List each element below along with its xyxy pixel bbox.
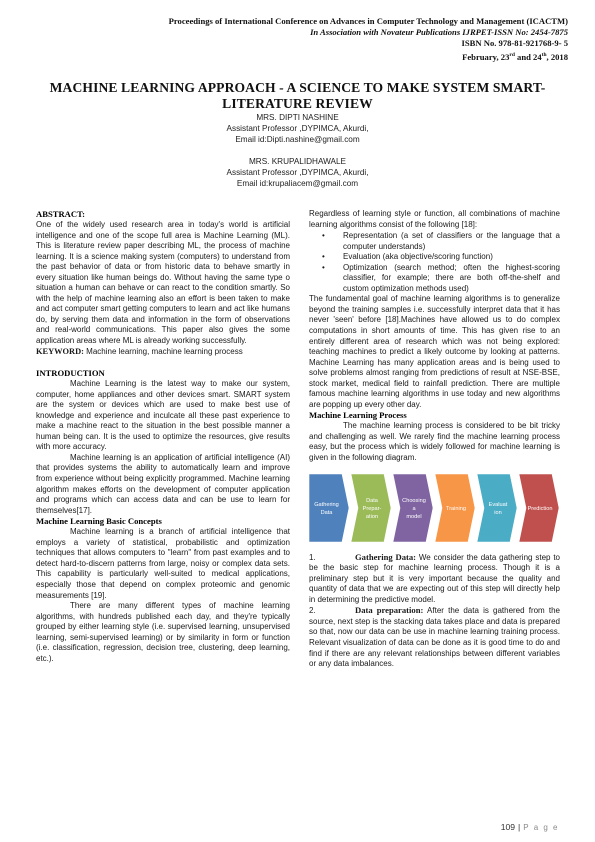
conference-name: Proceedings of International Conference on Advances in Computer Technology and Management (ICACTM): [168, 16, 568, 26]
process-step: [351, 474, 391, 542]
components-list: [309, 231, 560, 294]
page-word: P a g e: [523, 823, 559, 832]
bullet-icon: •: [322, 252, 325, 262]
abstract-text: One of the widely used research area in today's world is artificial intelligence and one of the scope full area is Machine Learning (ML). This is literature review paper describing ML, the process of machine learning. It is a science making system (computers) to understand from the past behavior of data or from historic data to behave smartly in every situation like human beings do. Without having the same type o situation a human can behave or can react to the condition smartly. So with the help of machine learning also an effort is been taken to make and act computer smart getting computers to learn and act like humans do, by serving them data and information in the form of observations and real-world communications. This paper also gives the some application areas where ML is already working successfully.: [36, 220, 290, 346]
process-heading: Machine Learning Process: [309, 410, 407, 421]
list-item: • Representation (a set of classifiers or the language that a computer understands): [322, 231, 560, 251]
process-step-label: Choosing: [402, 497, 426, 504]
goal-paragraph: The fundamental goal of machine learning algorithms is to generalize beyond the training samples i.e. successfully interpret data that it has never 'seen' before [18].Machines have allowed us to do complex computations in short amounts of time. This has given rise to an entirely different area of research which was not being explored: teaching machines to predict a likely outcome by looking at patterns. Machine Learning has many application areas and is being used to solve problems almost ranging from predictions of result at NSE-BSE, stock market, medical field to rainfall prediction. There are multiple famous machine learning algorithms in use today and new algorithms are popping up every other day.: [309, 294, 560, 409]
process-step-label: ion: [494, 509, 502, 516]
process-step: [477, 474, 517, 542]
author-email: Email id:Dipti.nashine@gmail.com: [235, 135, 360, 145]
process-flow-svg: [309, 468, 560, 548]
page-number: 109: [500, 822, 516, 832]
process-step-label: Evaluat: [488, 501, 508, 508]
introduction-heading: INTRODUCTION: [36, 368, 105, 379]
list-item: • Evaluation (aka objective/scoring function): [322, 252, 493, 262]
process-step-label: a: [412, 505, 416, 512]
process-step-label: Prediction: [527, 505, 553, 512]
introduction-paragraph: Machine learning is an application of artificial intelligence (AI) that provides systems the ability to automatically learn and improve from experience without being explicitly programmed. Machine learning algorithm makes efforts on the development of computer application and programs which can access data and can be use to learn for themselves[17].: [36, 452, 290, 515]
process-step-label: Prepar-: [362, 505, 382, 512]
process-diagram: [309, 468, 560, 548]
author-affiliation: Assistant Professor ,DYPIMCA, Akurdi,: [226, 168, 369, 178]
author-name: MRS. DIPTI NASHINE: [256, 113, 339, 122]
paper-title: MACHINE LEARNING APPROACH - A SCIENCE TO MAKE SYSTEM SMART- LITERATURE REVIEW: [49, 80, 546, 111]
process-step-item: 2. Data preparation: After the data is gathered from the source, next step is the stacking data takes place and data is prepared so that, now our data can be use in machine learning training process. Relevant visualization of data can be done as it is good time to do and find if there are any relevant relationships between different variables or any data imbalances.: [309, 605, 560, 669]
process-step: [393, 474, 433, 542]
basic-concepts-paragraph: Machine learning is a branch of artificial intelligence that employs a variety of statistical, probabilistic and optimization techniques that allows computers to "learn" from past examples and to detect hard-to-discern patterns from large, noisy or complex data sets. This capability is particularly well-suited to medical applications, especially those that depend on complex proteomic and genomic measurements [19].: [36, 527, 290, 600]
process-step: [435, 474, 475, 542]
author-list: [0, 112, 595, 201]
left-column: [36, 209, 290, 664]
process-step-label: Data: [366, 497, 378, 504]
keywords: KEYWORD: Machine learning, machine learning process: [36, 346, 243, 356]
conference-dates: February, 23rd and 24th, 2018: [462, 51, 568, 62]
isbn: ISBN No. 978-81-921768-9- 5: [461, 38, 568, 49]
basic-concepts-heading: Machine Learning Basic Concepts: [36, 516, 162, 527]
author-affiliation: Assistant Professor ,DYPIMCA, Akurdi,: [226, 124, 369, 134]
bullet-icon: •: [322, 231, 325, 241]
author-block: [0, 112, 595, 145]
process-step-label: Training: [445, 505, 467, 512]
association-line: In Association with Novateur Publications IJRPET-ISSN No: 2454-7875: [310, 27, 568, 38]
process-paragraph: The machine learning process is considered to be bit tricky and challenging as well. We rarely find the machine learning process easy, but the process which is widely followed for machine learning is given in the following diagram.: [309, 421, 560, 463]
process-step-label: Data: [320, 509, 333, 516]
bullet-icon: •: [322, 262, 325, 272]
conference-header: [8, 16, 568, 63]
process-step: [519, 474, 559, 542]
right-column: [309, 209, 560, 670]
page-footer: [501, 822, 559, 832]
footer-separator: |: [518, 822, 521, 832]
process-arrow-shape: [309, 474, 349, 542]
introduction-paragraph: Machine Learning is the latest way to make our system, computer, home appliances and other devices smart. SMART system are the system or devices which are used to make best use of knowledge and experience and inculcate all these past experience to make a machine react to the situation in the best possible manner a human being can. It is the used to optimize the resources, give results with more accuracy.: [36, 379, 290, 452]
author-email: Email id:krupaliacem@gmail.com: [236, 179, 359, 189]
process-step-label: ation: [365, 513, 379, 520]
process-step-item: 1. Gathering Data: We consider the data gathering step to be the basic step for machine learning process. Though it is a preliminary step but it is very important because the quality and quantity of data that we are expecting out of this step will directly help in determining the predictive model.: [309, 551, 560, 604]
components-intro: Regardless of learning style or function, all combinations of machine learning algorithms consist of the following [18]:: [309, 209, 560, 229]
basic-concepts-paragraph: There are many different types of machine learning algorithms, with hundreds published each day, and they're typically grouped by either learning style (i.e. supervised learning, unsupervised learning, semi-supervised learning) or by similarity in form or function (i.e. classification, regression, decision tree, clustering, deep learning, etc.).: [36, 601, 290, 663]
abstract-heading: ABSTRACT:: [36, 209, 86, 219]
process-step: [309, 474, 349, 542]
process-step-label: Gathering: [314, 501, 339, 508]
list-item: • Optimization (search method; often the highest-scoring classifier, for example; there are both off-the-shelf and custom optimization methods used): [322, 262, 560, 293]
process-step-label: model: [406, 513, 422, 520]
process-arrow-shape: [477, 474, 517, 542]
author-name: MRS. KRUPALIDHAWALE: [248, 157, 347, 167]
author-block: [0, 156, 595, 189]
